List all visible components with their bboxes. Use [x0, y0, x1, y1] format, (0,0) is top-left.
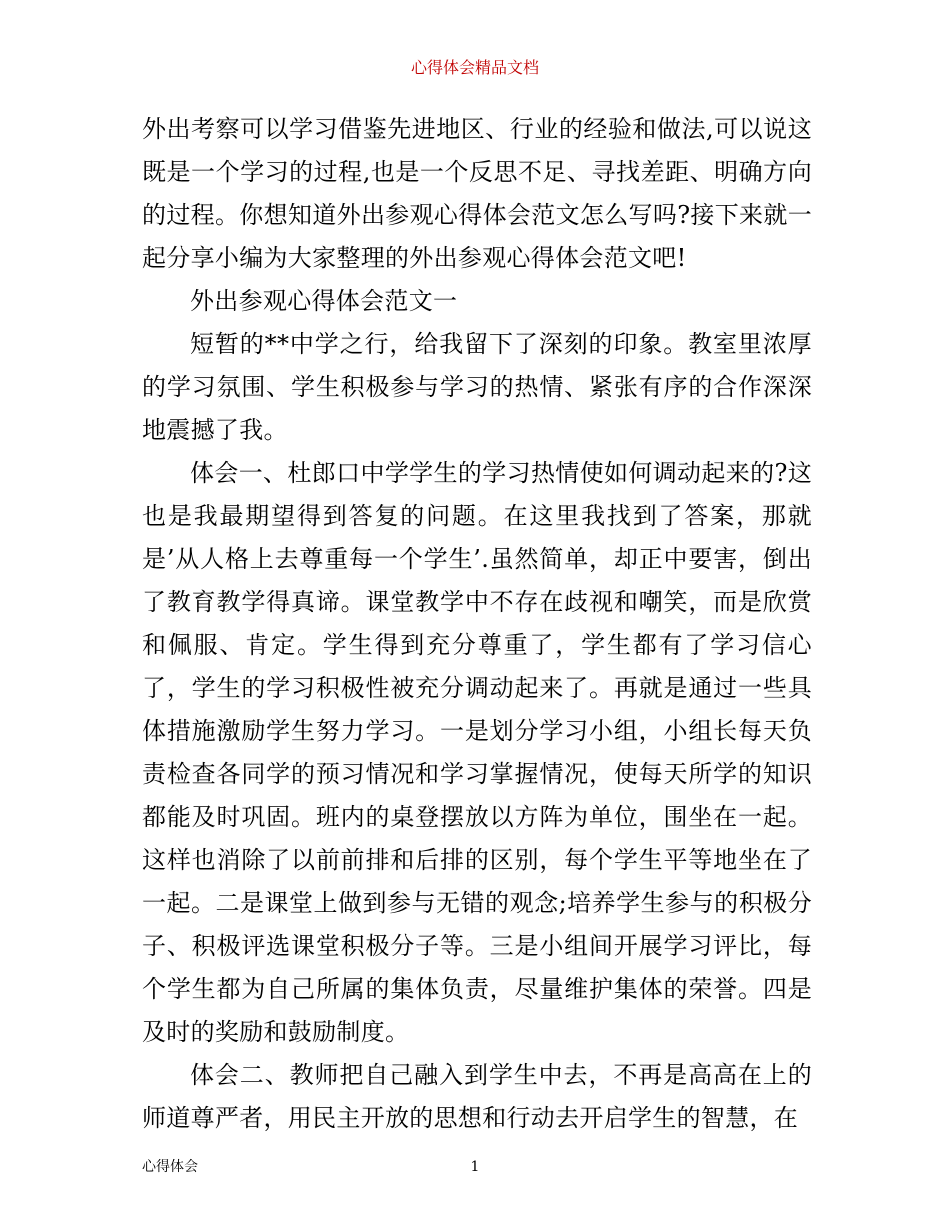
page-header: 心得体会精品文档	[410, 58, 539, 77]
footer-label: 心得体会	[142, 1159, 198, 1175]
paragraph-insight-two: 体会二、教师把自己融入到学生中去，不再是高高在上的师道尊严者，用民主开放的思想和行动去开启学生的智慧，在	[142, 1061, 812, 1132]
section-heading: 外出参观心得体会范文一	[190, 287, 458, 315]
page-footer	[0, 1157, 950, 1177]
paragraph-impression: 短暂的**中学之行，给我留下了深刻的印象。教室里浓厚的学习氛围、学生积极参与学习的热情、紧张有序的合作深深地震撼了我。	[142, 330, 812, 444]
paragraph-insight-one: 体会一、杜郎口中学学生的学习热情使如何调动起来的?这也是我最期望得到答复的问题。在这里我找到了答案，那就是’从人格上去尊重每一个学生’.虽然简单，却正中要害，倒出了教育教学得真谛。课堂教学中不存在歧视和嘲笑，而是欣赏和佩服、肯定。学生得到充分尊重了，学生都有了学习信心了，学生的学习积极性被充分调动起来了。再就是通过一些具体措施激励学生努力学习。一是划分学习小组，小组长每天负责检查各同学的预习情况和学习掌握情况，使每天所学的知识都能及时巩固。班内的桌登摆放以方阵为单位，围坐在一起。这样也消除了以前前排和后排的区别，每个学生平等地坐在了一起。二是课堂上做到参与无错的观念;培养学生参与的积极分子、积极评选课堂积极分子等。三是小组间开展学习评比，每个学生都为自己所属的集体负责，尽量维护集体的荣誉。四是及时的奖励和鼓励制度。	[142, 459, 812, 1046]
document-body	[142, 108, 812, 1140]
page-number: 1	[470, 1159, 480, 1175]
paragraph-intro: 外出考察可以学习借鉴先进地区、行业的经验和做法,可以说这既是一个学习的过程,也是一个反思不足、寻找差距、明确方向的过程。你想知道外出参观心得体会范文怎么写吗?接下来就一起分享小编为大家整理的外出参观心得体会范文吧!	[142, 115, 812, 272]
